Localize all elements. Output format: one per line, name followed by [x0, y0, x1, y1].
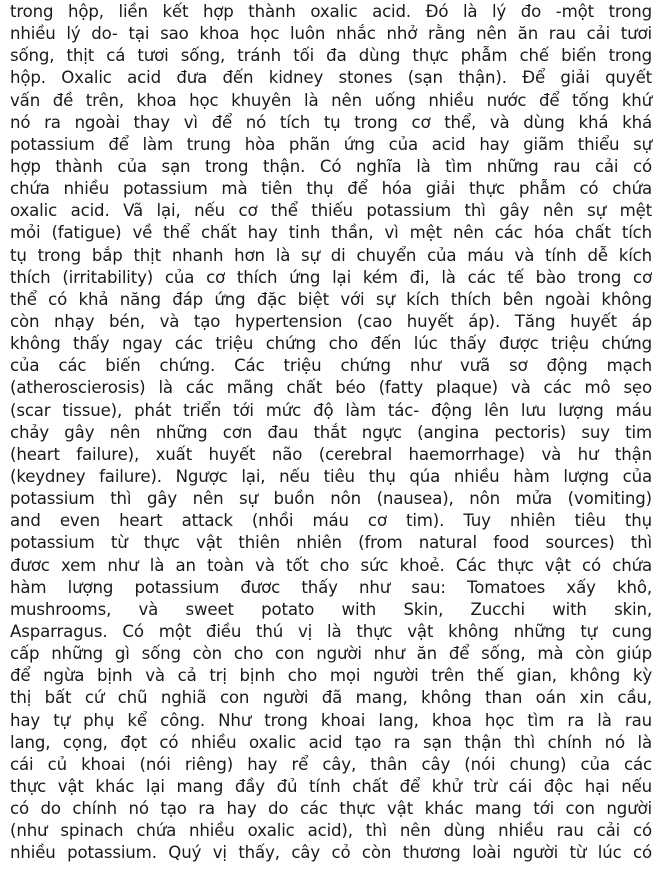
text-line: cấp những gì sống còn cho con người như ăn để sống, mà còn giúp	[10, 644, 652, 664]
text-line: thích (irritability) của cơ thích ứng lại kém đi, là các tế bào trong cơ	[10, 267, 652, 287]
text-line: hộp. Oxalic acid đưa đến kidney stones (sạn thận). Để giải quyết	[10, 68, 652, 88]
text-line: (như spinach chứa nhiều oxalic acid), thì nên dùng nhiều rau cải có	[10, 821, 652, 841]
text-line: cái củ khoai (nói riêng) hay rể cây, thân cây (nói chung) của các	[10, 754, 652, 774]
text-line: của các biến chứng. Các triệu chứng như vưã sơ động mạch	[10, 356, 652, 376]
text-line: để ngừa bịnh và cả trị bịnh cho mọi người trên thế gian, không kỳ	[10, 666, 652, 686]
text-line: thể có khả năng đáp ứng đặc biệt với sự kích thích bên ngoài không	[10, 289, 652, 309]
text-line: thị bất cứ chũ nghiã con người đã mang, không than oán xin cầu,	[10, 688, 652, 708]
text-line: trong hộp, liền kết hợp thành oxalic acid. Đó là lý đo -một trong	[10, 2, 652, 21]
text-line: sống, thịt cá tươi sống, tránh tối đa dùng thực phẫm chế biến trong	[10, 46, 652, 66]
text-line: mỏi (fatigue) về thể chất hay tinh thần, vì mệt nên các hóa chất tích	[10, 223, 652, 243]
text-line: (heart failure), xuất huyết não (cerebral haemorrhage) và hư thận	[10, 444, 652, 464]
text-line: potassium để làm trung hòa phãn ứng của acid hay giãm thiểu sự	[10, 134, 652, 154]
text-line: chảy gây nên những cơn đau thắt ngực (angina pectoris) suy tim	[10, 422, 652, 442]
text-line: (atheroscierosis) là các mãng chất béo (fatty plaque) và các mô sẹo	[10, 378, 652, 398]
text-line: thực vật khác lại mang đầy đủ tính chất để khử trừ cái độc hại nếu	[10, 776, 652, 796]
text-line: có do chính nó tạo ra hay do các thực vật khác mang tới con người	[10, 799, 652, 819]
text-line: nhiều potassium. Quý vị thấy, cây cỏ còn thương loài người từ lúc có	[10, 843, 652, 863]
text-line: hay tự phụ kể công. Như trong khoai lang, khoa học tìm ra là rau	[10, 710, 652, 730]
text-line: mushrooms, và sweet potato with Skin, Zucchi with skin,	[10, 599, 652, 619]
text-line: potassium từ thực vật thiên nhiên (from natural food sources) thì	[10, 533, 652, 553]
text-line: and even heart attack (nhồi máu cơ tim). Tuy nhiên tiêu thụ	[10, 511, 652, 531]
text-line: còn nhạy bén, và tạo hypertension (cao huyết áp). Tăng huyết áp	[10, 311, 652, 331]
text-line: chứa nhiều potassium mà tiên thụ để hóa giải thực phẫm có chứa	[10, 179, 652, 199]
text-line: (scar tissue), phát triển tới mức độ làm tác- động lên lưu lượng máu	[10, 400, 652, 420]
text-line: tụ trong bắp thịt nhanh hơn là sự di chuyển của máu và tính dễ kích	[10, 245, 652, 265]
text-line: (keydney failure). Ngược lại, nếu tiêu thụ qúa nhiều hàm lượng của	[10, 466, 652, 486]
text-line: đươc xem như là an toàn và tốt cho sức khoẻ. Các thực vật có chứa	[10, 555, 652, 575]
text-line: lang, cọng, đọt có nhiều oxalic acid tạo ra sạn thận thì chính nó là	[10, 732, 652, 752]
text-line: hàm lượng potassium đươc thấy như sau: Tomatoes xấy khô,	[10, 577, 652, 597]
text-line: oxalic acid. Vã lại, nếu cơ thể thiếu potassium thì gây nên sự mệt	[10, 201, 652, 221]
text-line: nó ra ngoài thay vì để nó tích tụ trong cơ thể, và dùng khá khá	[10, 112, 652, 132]
text-line: nhiều lý do- tại sao khoa học luôn nhắc nhở rằng nên ăn rau cải tươi	[10, 24, 652, 44]
text-line: không thấy ngay các triệu chứng cho đến lúc thấy được triệu chứng	[10, 334, 652, 354]
text-line: potassium thì gây nên sự buồn nôn (nausea), nôn mửa (vomiting)	[10, 489, 652, 509]
paragraph-text	[10, 1, 652, 864]
text-line: Asparragus. Có một điều thú vị là thực vật không những tự cung	[10, 621, 652, 641]
text-line: hợp thành của sạn trong thận. Có nghĩa là tìm những rau cải có	[10, 156, 652, 176]
text-line: vấn đề trên, khoa học khuyên là nên uống nhiều nước để tống khứ	[10, 90, 652, 110]
